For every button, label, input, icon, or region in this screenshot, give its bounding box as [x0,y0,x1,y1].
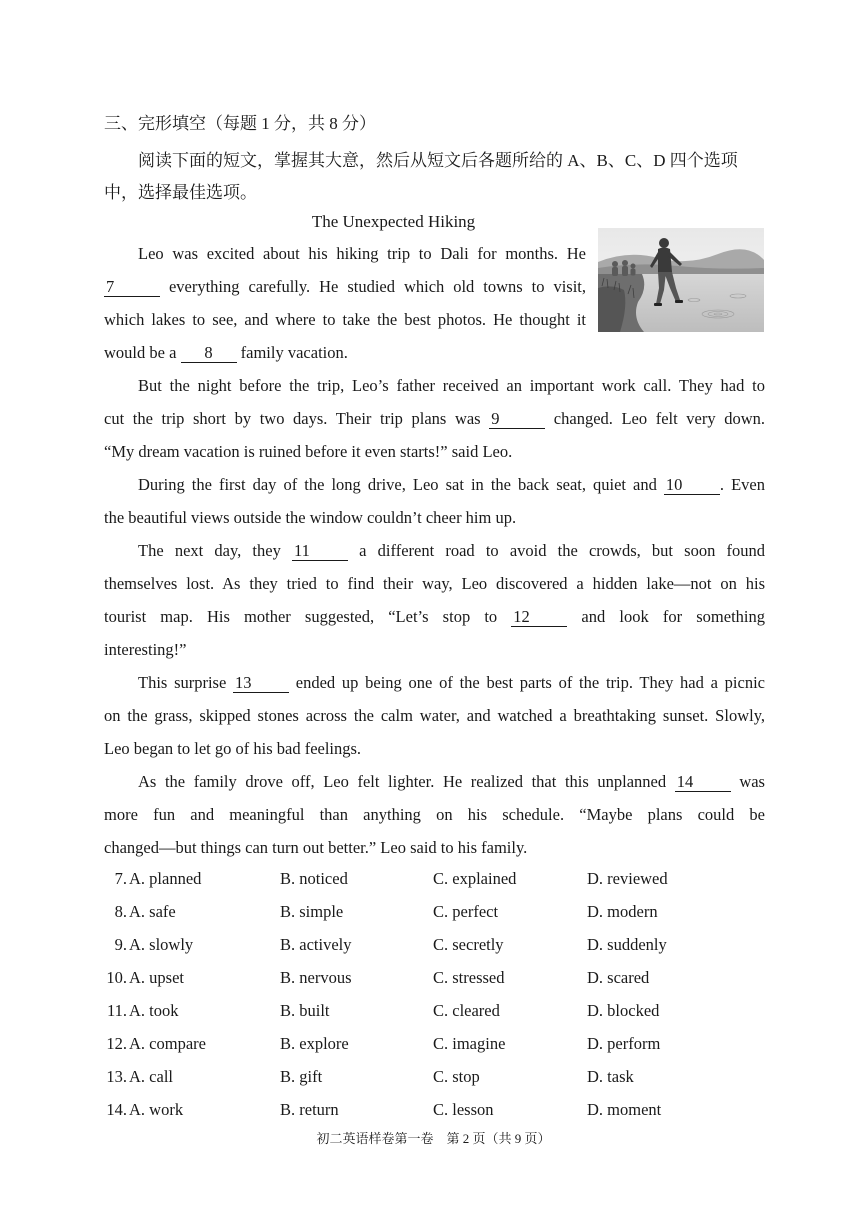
answer-blank: 10 [664,476,720,495]
option-d: D. modern [587,902,658,921]
option-a: A. work [129,1100,184,1119]
option-a: A. upset [129,968,184,987]
option-row [104,966,764,990]
article-line [104,704,765,728]
article-text: Leo was excited about his hiking trip to Dali for months. He [138,244,586,263]
article-line [104,275,586,299]
option-a: A. call [129,1067,173,1086]
option-a: A. safe [129,902,176,921]
option-b: B. actively [280,935,352,954]
option-row [104,900,764,924]
option-row [104,1032,764,1056]
section-title: 三、完形填空（每题 1 分，共 8 分） [104,114,376,133]
article-text: a different road to avoid the crowds, but soon found [348,541,765,560]
question-number: 11. [106,1001,127,1020]
article-line [138,242,586,266]
question-number: 8. [114,902,127,921]
article-line [138,539,765,563]
article-title: The Unexpected Hiking [311,212,476,231]
option-c: C. lesson [433,1100,494,1119]
question-number: 9. [114,935,127,954]
answer-blank: 14 [675,773,731,792]
option-c: C. imagine [433,1034,506,1053]
option-d: D. reviewed [587,869,668,888]
article-text: everything carefully. He studied which old towns to visit, [160,277,586,296]
article-line [104,308,586,332]
article-line [104,605,765,629]
article-text: was [730,772,765,791]
article-text: interesting!” [104,640,187,659]
option-d: D. suddenly [587,935,667,954]
option-c: C. secretly [433,935,504,954]
article-text: The next day, they [138,541,293,560]
article-text: During the first day of the long drive, Leo sat in the back seat, quiet and [138,475,664,494]
option-d: D. scared [587,968,650,987]
answer-blank: 12 [511,608,567,627]
question-number: 7. [114,869,127,888]
article-line [104,341,348,365]
option-row [104,999,764,1023]
option-d: D. perform [587,1034,661,1053]
article-text: family vacation. [236,343,348,362]
option-c: C. stop [433,1067,480,1086]
article-line [104,836,527,860]
option-b: B. gift [280,1067,323,1086]
article-line [104,737,361,761]
article-text: changed. Leo felt very down. [545,409,766,428]
option-row [104,933,764,957]
article-text: the beautiful views outside the window couldn’t cheer him up. [104,508,517,527]
option-a: A. slowly [129,935,194,954]
article-line [104,506,516,530]
answer-blank: 9 [489,410,545,429]
article-line [138,671,765,695]
option-d: D. moment [587,1100,662,1119]
answer-blank: 11 [292,542,348,561]
option-b: B. explore [280,1034,349,1053]
answer-blank: 13 [233,674,289,693]
option-a: A. compare [129,1034,206,1053]
option-d: D. blocked [587,1001,660,1020]
article-line [104,572,765,596]
question-number: 13. [106,1067,127,1086]
option-b: B. return [280,1100,339,1119]
option-c: C. explained [433,869,517,888]
article-text: and look for something [567,607,765,626]
option-a: A. planned [129,869,202,888]
instructions [104,145,768,209]
option-b: B. built [280,1001,330,1020]
question-number: 12. [106,1034,127,1053]
option-c: C. perfect [433,902,499,921]
instructions-text: 阅读下面的短文，掌握其大意，然后从短文后各题所给的 A、B、C、D 四个选项中，选择最佳选项。 [104,151,738,202]
article-line [104,803,765,827]
question-number: 14. [106,1100,127,1119]
option-row [104,1098,764,1122]
option-c: C. stressed [433,968,505,987]
article-line [104,407,765,431]
article-line [138,374,765,398]
article-line [104,440,512,464]
page-footer: 初二英语样卷第一卷 第 2 页（共 9 页） [316,1131,551,1146]
question-number: 10. [106,968,127,987]
option-b: B. nervous [280,968,352,987]
answer-blank: 8 [181,344,237,363]
article-text: As the family drove off, Leo felt lighter. He realized that this unplanned [138,772,675,791]
option-a: A. took [129,1001,179,1020]
article-text: on the grass, skipped stones across the calm water, and watched a breathtaking sunset. Slowly, [104,706,765,725]
article-text: Leo began to let go of his bad feelings. [104,739,362,758]
article-text: themselves lost. As they tried to find their way, Leo discovered a hidden lake—not on his [104,574,765,593]
article-text: “My dream vacation is ruined before it even starts!” said Leo. [104,442,513,461]
option-b: B. noticed [280,869,348,888]
answer-blank: 7 [104,278,160,297]
article-text: cut the trip short by two days. Their trip plans was [104,409,490,428]
article-text: ended up being one of the best parts of the trip. They had a picnic [289,673,765,692]
article-text: . Even [719,475,765,494]
article-text: tourist map. His mother suggested, “Let’s stop to [104,607,512,626]
option-row [104,1065,764,1089]
article-text: This surprise [138,673,234,692]
article-line [138,473,765,497]
article-line [138,770,765,794]
article-text: more fun and meaningful than anything on his schedule. “Maybe plans could be [104,805,765,824]
article-text: But the night before the trip, Leo’s father received an important work call. They had to [138,376,765,395]
option-c: C. cleared [433,1001,500,1020]
article-text: changed—but things can turn out better.” Leo said to his family. [104,838,528,857]
article-line [104,638,186,662]
option-b: B. simple [280,902,344,921]
article-text: which lakes to see, and where to take the best photos. He thought it [104,310,586,329]
hiking-boy-illustration [598,228,764,332]
article-text: would be a [104,343,181,362]
option-d: D. task [587,1067,634,1086]
option-row [104,867,764,891]
